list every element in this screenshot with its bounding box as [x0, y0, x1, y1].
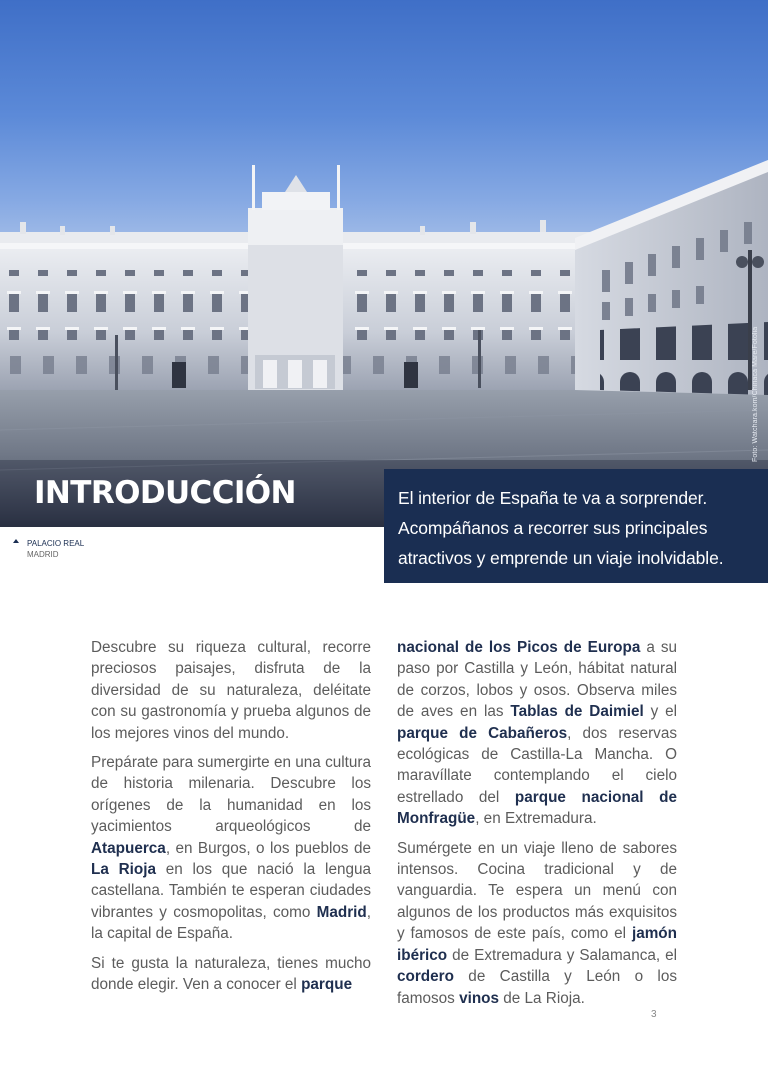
caption-title: PALACIO REAL: [27, 539, 85, 548]
paragraph: Prepárate para sumergirte en una cultura de historia milenaria. Descubre los orígenes de la humanidad en los yacimientos arqueológicos de Atapuerca, en Burgos, o los pueblos de La Rioja en los que nació la lengua castellana. También te esperan ciudades vibrantes y cosmopolitas, como Madrid, la capital de España.: [91, 754, 371, 943]
highlight-vinos: vinos: [459, 989, 500, 1007]
page-title: INTRODUCCIÓN: [34, 475, 296, 511]
left-column: [91, 637, 371, 1004]
highlight-la-rioja: La Rioja: [91, 861, 156, 879]
highlight-atapuerca: Atapuerca: [91, 839, 166, 857]
paragraph: nacional de los Picos de Europa a su paso por Castilla y León, hábitat natural de corzos, lobos y osos. Observa miles de aves en las Tablas de Daimiel y el parque de Cabañeros, dos reservas ecológicas de Castilla-La Mancha. O maravíllate contemplando el cielo estrellado del parque nacional de Monfragüe, en Extremadura.: [397, 639, 677, 828]
highlight-picos-de-europa: nacional de los Picos de Europa: [397, 639, 641, 656]
highlight-jamon-iberico: jamón ibérico: [397, 925, 677, 964]
paragraph: Sumérgete en un viaje lleno de sabores intensos. Cocina tradicional y de vanguardia. Te espera un menú con algunos de los productos más exquisitos y famosos de este país, como el jamón ibérico de Extremadura y Salamanca, el cordero de Castilla y León o los famosos vinos de La Rioja.: [397, 839, 677, 1007]
highlight-monfrague: parque nacional de Monfragüe: [397, 788, 677, 828]
highlight-parque: parque: [301, 976, 353, 994]
hero-photo: [0, 0, 768, 527]
paragraph: Si te gusta la naturaleza, tienes mucho donde elegir. Ven a conocer el parque: [91, 954, 371, 994]
highlight-cordero: cordero: [397, 968, 454, 986]
intro-line: atractivos y emprende un viaje inolvidable.: [398, 548, 724, 568]
caption-location: MADRID: [27, 550, 59, 559]
page-number: 3: [651, 1009, 657, 1020]
photo-credit: Foto: Watchara.kom/Chiriaca Mare/Fotolia: [752, 326, 759, 462]
highlight-cabaneros: parque de Cabañeros: [397, 724, 568, 742]
palace-illustration: [0, 0, 768, 527]
intro-line: El interior de España te va a sorprender.: [398, 488, 708, 508]
right-column: [397, 637, 677, 1017]
paragraph: Descubre su riqueza cultural, recorre preciosos paisajes, disfruta de la diversidad de su naturaleza, deléitate con su gastronomía y prueba algunos de los mejores vinos del mundo.: [91, 639, 371, 742]
caret-up-icon: [13, 539, 19, 543]
highlight-madrid: Madrid: [316, 903, 367, 921]
photo-caption: [13, 538, 84, 560]
intro-line: Acompáñanos a recorrer sus principales: [398, 518, 708, 538]
highlight-tablas-de-daimiel: Tablas de Daimiel: [510, 703, 644, 721]
intro-box: [384, 469, 768, 583]
